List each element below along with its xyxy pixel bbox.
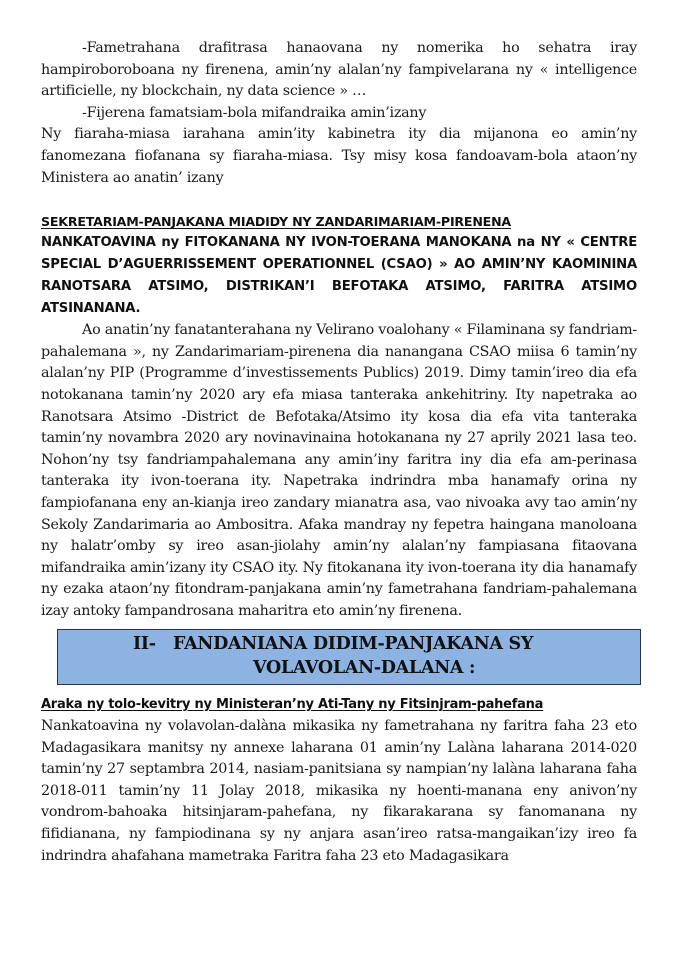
intro-bullet-funding: -Fijerena famatsiam-bola mifandraika amin’izany	[82, 104, 427, 121]
intro-bullet-digital: -Fametrahana drafitrasa hanaovana ny nomerika ho sehatra iray hampiroboroboana ny firenena, amin’ny alalan’ny fampivelarana ny « intelligence artificielle, ny blockchain, ny data science » …	[41, 40, 637, 100]
section-title-land-ministry: Araka ny tolo-kevitry ny Ministeran’ny Ati-Tany ny Fitsinjram-pahefana	[41, 697, 544, 712]
decision-heading-csao: NANKATOAVINA ny FITOKANANA NY IVON-TOERANA MANOKANA na NY « CENTRE SPECIAL D’AGUERRISSEMENT OPERATIONNEL (CSAO) » AO AMIN’NY KAOMININA RANOTSARA ATSIMO, DISTRIKAN’I BEFOTAKA ATSIMO, FARITRA ATSIMO ATSINANANA.	[41, 235, 637, 317]
part-two-number: II-	[133, 634, 156, 654]
section-title-gendarmerie: SEKRETARIAM-PANJAKANA MIADIDY NY ZANDARIMARIAM-PIRENENA	[41, 214, 511, 230]
spacer	[41, 189, 637, 212]
document-page	[41, 38, 637, 622]
land-ministry-body: Nankatoavina ny volavolan-dalàna mikasika ny fametrahana ny faritra faha 23 eto Madagasikara manitsy ny annexe laharana 01 amin’ny Lalàna laharana 2014-020 tamin’ny 27 septambra 2014, nasiam-panitsiana sy nampian’ny lalàna laharana faha 2018-011 tamin’ny 11 Jolay 2018, mikasika ny hoenti-manana eny anivon’ny vondrom-bahoaka hitsinjaram-pahefana, ny fikarakarana sy fanomanana ny fifidianana, ny fampiodinana sy ny anjara asan’ireo ratsa-mangaikan’izy ireo fa indrindra ahafahana mametraka Faritra faha 23 eto Madagasikara	[41, 718, 637, 864]
land-ministry-section	[41, 694, 637, 867]
intro-paragraph: Ny fiaraha-miasa iarahana amin’ity kabinetra ity dia mijanona eo amin’ny fanomezana fiofanana sy fiaraha-miasa. Tsy misy kosa fandoavam-bola ataon’ny Ministera ao anatin’ izany	[41, 126, 637, 186]
part-two-heading-box	[57, 629, 641, 685]
part-two-title-1: FANDANIANA DIDIM-PANJAKANA SY	[173, 634, 534, 654]
part-two-heading-line-1	[133, 634, 533, 654]
part-two-title-2: VOLAVOLAN-DALANA :	[253, 658, 476, 678]
csao-body-paragraph: Ao anatin’ny fanatanterahana ny Velirano voalohany « Filaminana sy fandriam-pahalemana », ny Zandarimariam-pirenena dia nanangana CSAO miisa 6 tamin’ny alalan’ny PIP (Programme d’investissements Publics) 2019. Dimy tamin’ireo dia efa notokanana tamin’ny 2020 ary efa miasa tanteraka ankehitriny. Ity napetraka ao Ranotsara Atsimo -District de Befotaka/Atsimo ity kosa dia efa vita tanteraka tamin’ny novambra 2020 ary novinavinaina hotokanana ny 27 aprily 2021 lasa teo. Nohon’ny tsy fandriampahalemana any amin’iny faritra iny dia efa am-perinasa tanteraka ity ivon-toerana ity. Napetraka indrindra mba hanamafy orina ny fampiofanana eny an-kianja ireo zandary mianatra asa, vao nivoaka avy tao amin’ny Sekoly Zandarimaria ao Ambositra. Afaka mandray ny fepetra haingana manoloana ny halatr’omby sy ireo asan-jiolahy amin’ny alalan’ny fampiasana fitaovana mifandraika amin’izany ity CSAO ity. Ny fitokanana ity ivon-toerana ity dia hanamafy ny ezaka ataon’ny fitondram-panjakana amin’ny fametrahana fandriam-pahalemana izay antoky fampandrosana maharitra eto amin’ny firenena.	[41, 322, 637, 619]
